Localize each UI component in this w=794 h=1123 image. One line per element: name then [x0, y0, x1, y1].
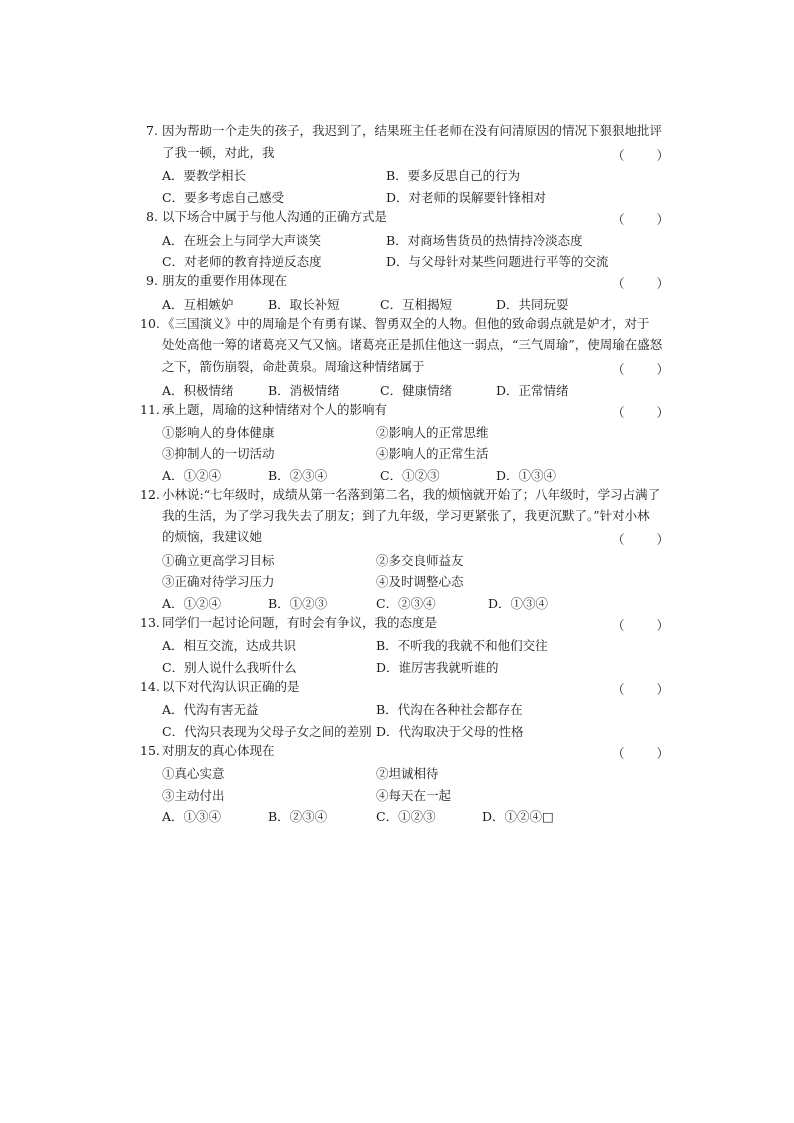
q14-num: 14.: [140, 679, 160, 694]
q14-option-d[interactable]: D．代沟取决于父母的性格: [376, 724, 524, 739]
q13-option-d[interactable]: D．谁厉害我就听谁的: [376, 660, 499, 675]
q7-option-a[interactable]: A．要教学相长: [162, 168, 247, 183]
q7-stem-line-1: 因为帮助一个走失的孩子，我迟到了，结果班主任老师在没有问清原因的情况下狠狠地批评: [162, 123, 663, 138]
q9-stem-line-1: 朋友的重要作用体现在: [162, 273, 288, 288]
q12-option-d[interactable]: D．①③④: [488, 596, 549, 611]
q8-stem-line-1: 以下场合中属于与他人沟通的正确方式是: [162, 209, 388, 224]
q15-option-b[interactable]: B．②③④: [268, 809, 328, 824]
q14-option-b[interactable]: B．代沟在各种社会都存在: [376, 702, 523, 717]
q8-answer-blank[interactable]: （ ）: [612, 212, 683, 227]
q10-stem-line-1: 《三国演义》中的周瑜是个有勇有谋、智勇双全的人物。但他的致命弱点就是妒才，对于: [162, 316, 650, 331]
q10-num: 10.: [140, 316, 160, 331]
q15-answer-blank[interactable]: （ ）: [612, 746, 683, 761]
q9-option-d[interactable]: D．共同玩耍: [496, 297, 569, 312]
q13-option-b[interactable]: B．不听我的我就不和他们交往: [376, 638, 548, 653]
q10-option-b[interactable]: B．消极情绪: [268, 383, 340, 398]
q11-option-a[interactable]: A．①②④: [162, 468, 222, 483]
q15-num: 15.: [140, 743, 160, 758]
q13-answer-blank[interactable]: （ ）: [612, 618, 683, 633]
q11-option-b[interactable]: B．②③④: [268, 468, 328, 483]
q15-item-3: ③主动付出: [162, 788, 225, 803]
q13-num: 13.: [140, 615, 160, 630]
q14-answer-blank[interactable]: （ ）: [612, 682, 683, 697]
q13-option-c[interactable]: C．别人说什么我听什么: [162, 660, 297, 675]
q11-stem-line-1: 承上题，周瑜的这种情绪对个人的影响有: [162, 402, 388, 417]
q10-option-c[interactable]: C．健康情绪: [380, 383, 453, 398]
q15-option-a[interactable]: A．①③④: [162, 809, 222, 824]
q12-num: 12.: [140, 487, 160, 502]
q12-item-3: ③正确对待学习压力: [162, 574, 275, 589]
q7-option-d[interactable]: D．对老师的误解要针锋相对: [386, 190, 547, 205]
q11-option-d[interactable]: D．①③④: [496, 468, 557, 483]
q7-option-b[interactable]: B．要多反思自己的行为: [386, 168, 521, 183]
q9-option-a[interactable]: A．互相嫉妒: [162, 297, 234, 312]
q10-stem-line-2: 处处高他一筹的诸葛亮又气又恼。诸葛亮正是抓住他这一弱点，“三气周瑜”，使周瑜在盛怒: [162, 337, 663, 352]
q15-item-1: ①真心实意: [162, 766, 225, 781]
q10-option-a[interactable]: A．积极情绪: [162, 383, 234, 398]
q7-option-c[interactable]: C．要多考虑自己感受: [162, 190, 285, 205]
q12-option-a[interactable]: A．①②④: [162, 596, 222, 611]
q13-option-a[interactable]: A．相互交流，达成共识: [162, 638, 297, 653]
q12-item-4: ④及时调整心态: [376, 574, 464, 589]
q9-option-c[interactable]: C．互相揭短: [380, 297, 453, 312]
q11-item-3: ③抑制人的一切活动: [162, 446, 275, 461]
q9-option-b[interactable]: B．取长补短: [268, 297, 340, 312]
q9-answer-blank[interactable]: （ ）: [612, 276, 683, 291]
q14-stem-line-1: 以下对代沟认识正确的是: [162, 679, 300, 694]
q12-option-c[interactable]: C．②③④: [376, 596, 436, 611]
q15-option-d[interactable]: D．①②④□: [482, 809, 554, 824]
q11-item-4: ④影响人的正常生活: [376, 446, 489, 461]
q11-item-1: ①影响人的身体健康: [162, 425, 275, 440]
q8-option-b[interactable]: B．对商场售货员的热情持冷淡态度: [386, 233, 583, 248]
q11-num: 11.: [140, 402, 160, 417]
q10-stem-line-3: 之下，箭伤崩裂，命赴黄泉。周瑜这种情绪属于: [162, 359, 425, 374]
q12-stem-line-3: 的烦恼，我建议她: [162, 529, 263, 544]
q11-option-c[interactable]: C．①②③: [380, 468, 440, 483]
q14-option-c[interactable]: C．代沟只表现为父母子女之间的差别: [162, 724, 372, 739]
q8-option-d[interactable]: D．与父母针对某些问题进行平等的交流: [386, 254, 609, 269]
q15-item-2: ②坦诚相待: [376, 766, 439, 781]
q10-option-d[interactable]: D．正常情绪: [496, 383, 569, 398]
q15-option-c[interactable]: C．①②③: [376, 809, 436, 824]
q10-answer-blank[interactable]: （ ）: [612, 362, 683, 377]
q8-option-c[interactable]: C．对老师的教育持逆反态度: [162, 254, 322, 269]
q11-item-2: ②影响人的正常思维: [376, 425, 489, 440]
q12-stem-line-1: 小林说:“七年级时，成绩从第一名落到第二名，我的烦恼就开始了；八年级时，学习占满了: [162, 487, 661, 502]
q15-item-4: ④每天在一起: [376, 788, 452, 803]
q8-num: 8.: [146, 209, 158, 224]
q14-option-a[interactable]: A．代沟有害无益: [162, 702, 259, 717]
q7-num: 7.: [146, 123, 158, 138]
q15-stem-line-1: 对朋友的真心体现在: [162, 743, 275, 758]
q13-stem-line-1: 同学们一起讨论问题，有时会有争议，我的态度是: [162, 615, 438, 630]
q7-stem-line-2: 了我一顿，对此，我: [162, 145, 275, 160]
q7-answer-blank[interactable]: （ ）: [612, 148, 683, 163]
q9-num: 9.: [146, 273, 158, 288]
q12-item-1: ①确立更高学习目标: [162, 553, 275, 568]
q11-answer-blank[interactable]: （ ）: [612, 405, 683, 420]
q12-item-2: ②多交良师益友: [376, 553, 464, 568]
q12-answer-blank[interactable]: （ ）: [612, 532, 683, 547]
q8-option-a[interactable]: A．在班会上与同学大声谈笑: [162, 233, 322, 248]
q12-option-b[interactable]: B．①②③: [268, 596, 328, 611]
q12-stem-line-2: 我的生活，为了学习我失去了朋友；到了九年级，学习更紧张了，我更沉默了。”针对小林: [162, 508, 650, 523]
